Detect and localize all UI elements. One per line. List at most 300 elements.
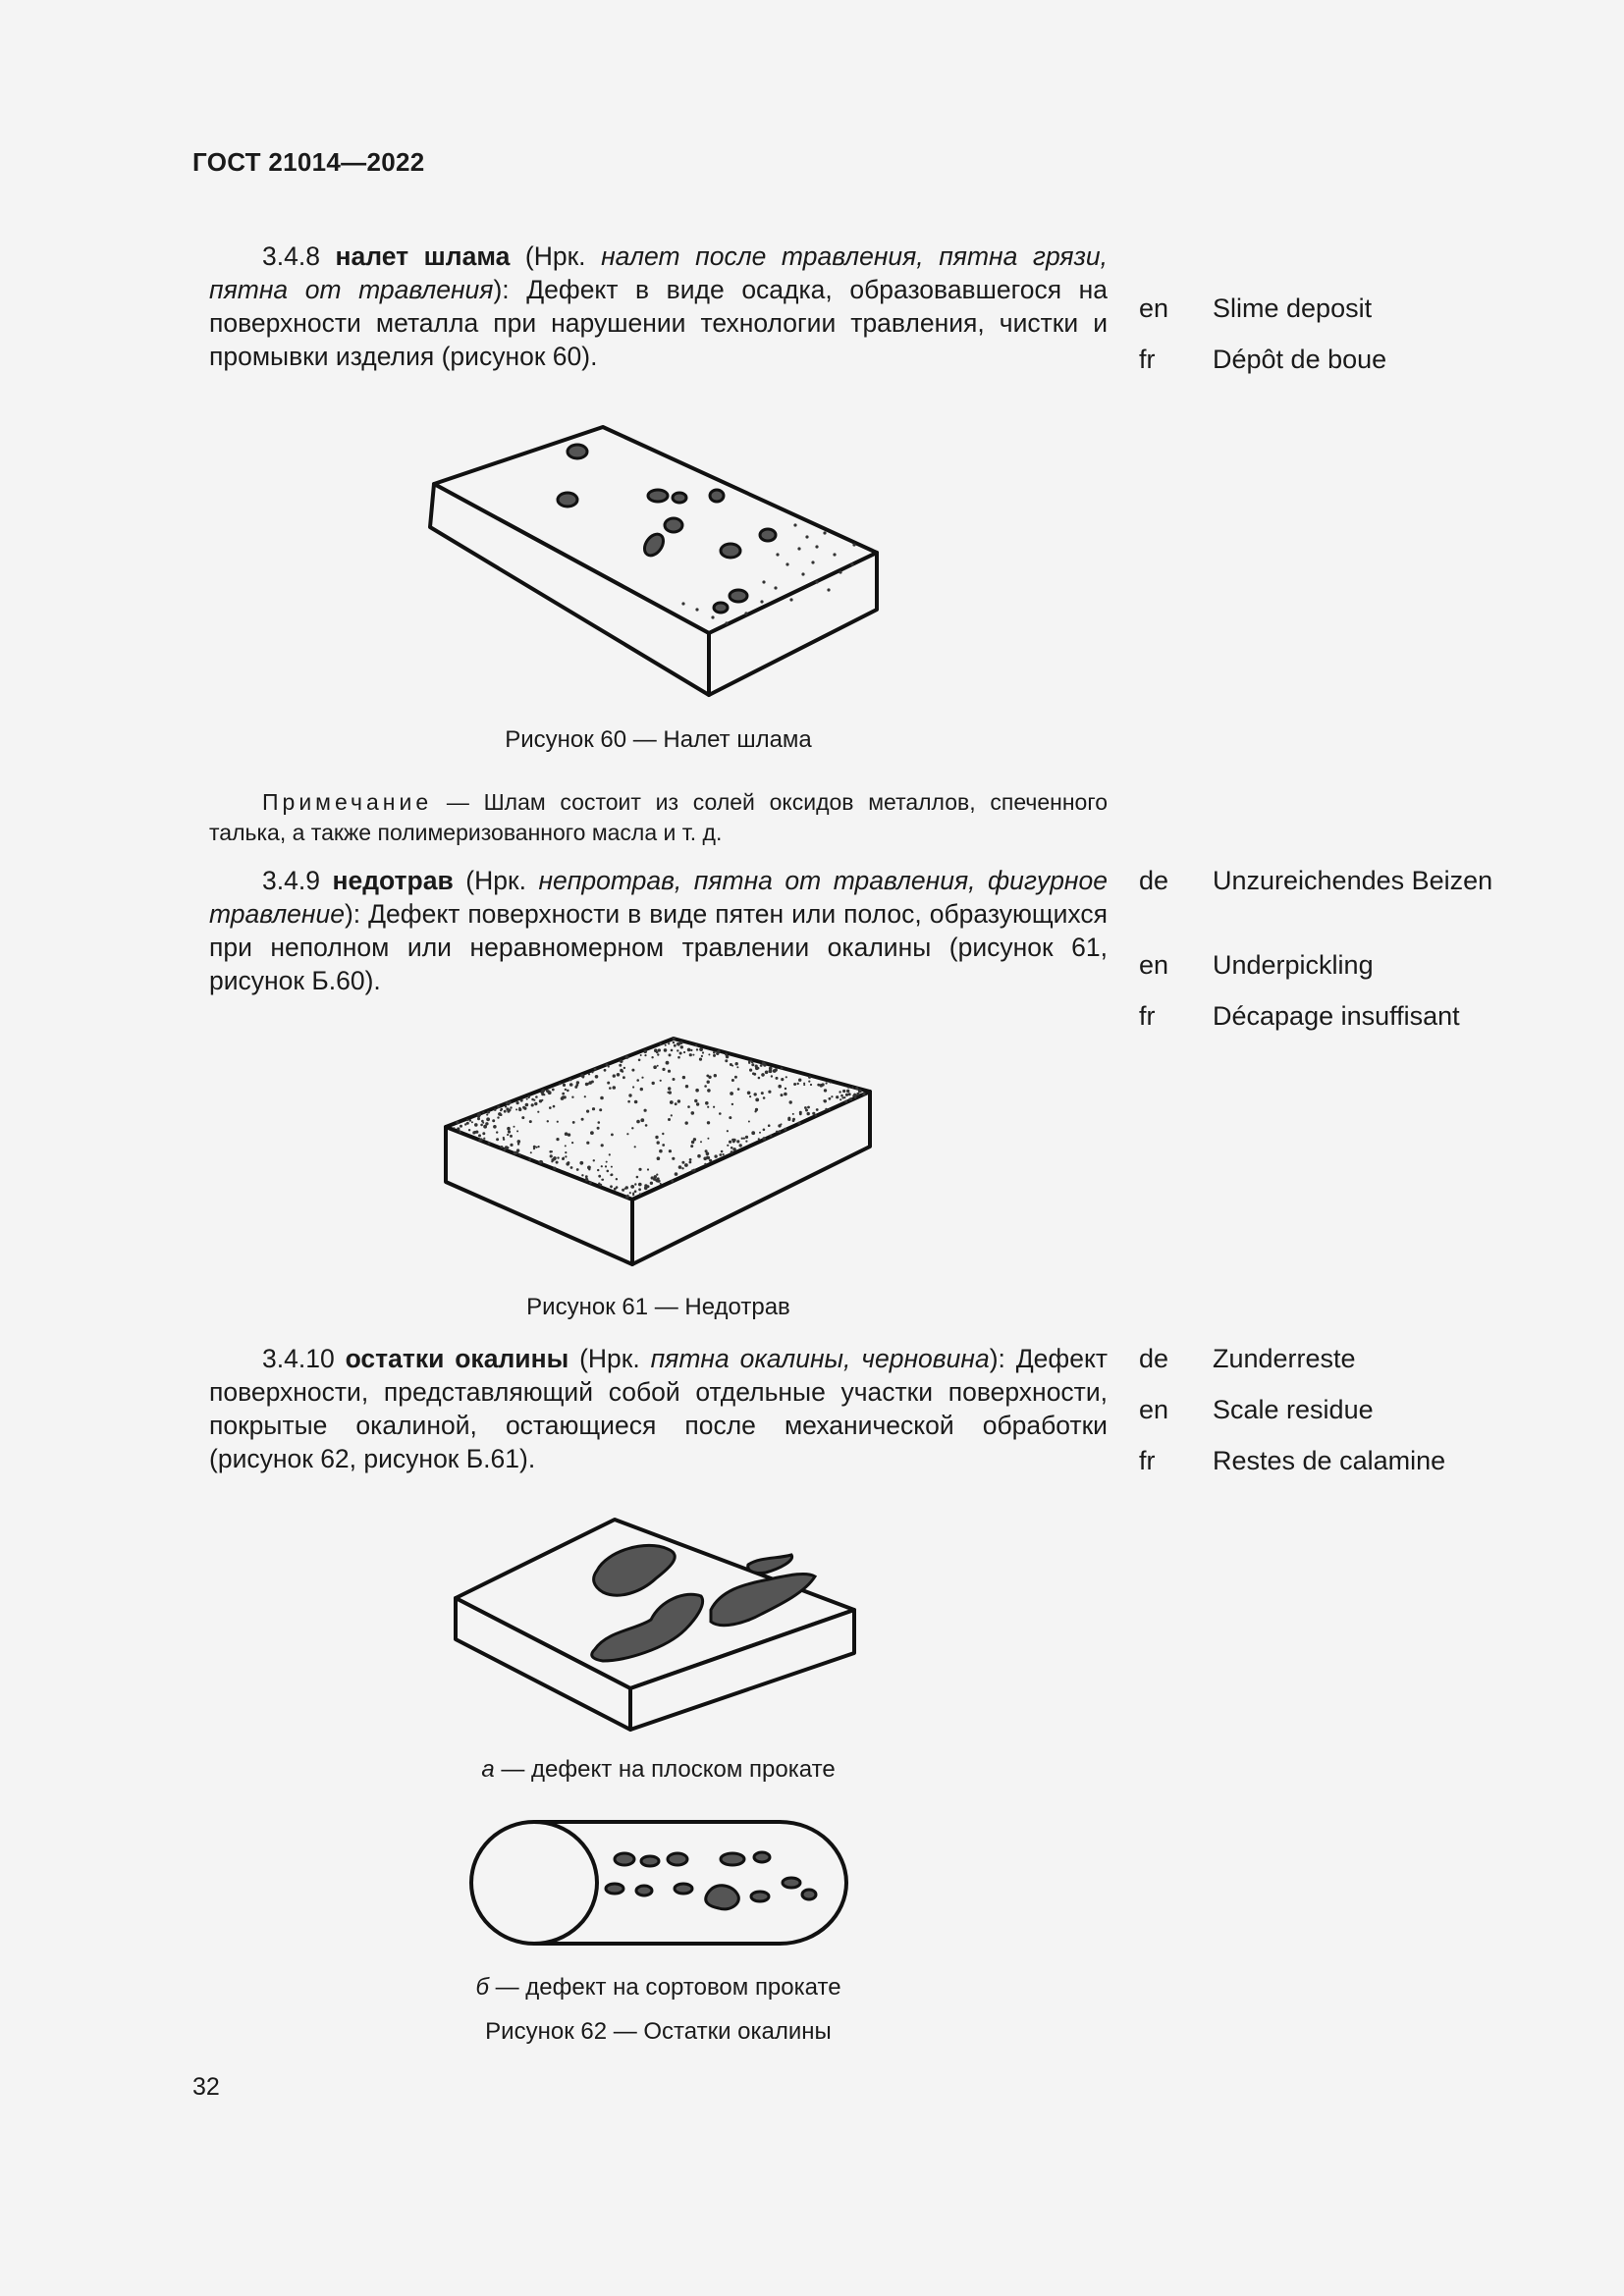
stipple-dot	[459, 1131, 460, 1133]
stipple-dot	[751, 1131, 755, 1135]
lang-term: Underpickling	[1213, 950, 1374, 980]
stipple-dot	[507, 1102, 511, 1106]
stipple-dot	[634, 1190, 637, 1193]
stipple-dot	[692, 1054, 694, 1056]
figure-62a-text: — дефект на плоском прокате	[494, 1756, 836, 1783]
stipple-dot	[773, 1069, 777, 1073]
stipple-dot	[679, 1052, 682, 1055]
stipple-dot	[771, 1075, 773, 1077]
stipple-dot	[784, 1093, 787, 1096]
stipple-dot	[610, 1185, 613, 1188]
stipple-dot	[668, 1070, 671, 1073]
stipple-dot	[803, 1084, 805, 1086]
stipple-dot	[571, 1142, 573, 1144]
stipple-dot	[565, 1151, 567, 1153]
stipple-dot	[825, 1108, 827, 1110]
stipple-dot	[565, 1089, 567, 1091]
stipple-dot	[785, 1088, 786, 1090]
stipple-dot	[677, 1049, 678, 1051]
stipple-dot	[729, 1116, 731, 1119]
stipple-dot	[565, 1132, 568, 1136]
stipple-dot	[714, 1074, 717, 1077]
stipple-dot	[466, 1119, 468, 1121]
stipple-dot	[824, 1089, 827, 1092]
stipple-dot	[699, 1058, 702, 1061]
stipple-dot	[731, 1079, 734, 1082]
stipple-dot	[850, 1098, 852, 1100]
stipple-dot	[689, 1158, 692, 1161]
stipple-dot	[657, 1065, 659, 1067]
lang-term: Restes de calamine	[1213, 1446, 1446, 1475]
stipple-dot	[609, 1087, 612, 1090]
stipple-dot	[507, 1127, 511, 1131]
stipple-dot	[570, 1166, 573, 1169]
lang-code: de	[1139, 1344, 1169, 1373]
stipple-dot	[776, 1131, 778, 1133]
stipple-dot	[610, 1174, 612, 1176]
stipple-dot	[776, 1077, 779, 1080]
lang-code: fr	[1139, 345, 1156, 374]
stipple-dot	[735, 1062, 738, 1065]
document-header: ГОСТ 21014—2022	[192, 147, 425, 177]
stipple-dot	[486, 1117, 490, 1121]
stipple-dot	[662, 1133, 664, 1135]
stipple-dot	[644, 1109, 647, 1112]
stipple-dot	[644, 1054, 646, 1056]
stipple-dot	[606, 1161, 608, 1163]
stipple-dot	[571, 1096, 573, 1098]
stipple-dot	[533, 1148, 535, 1149]
stipple-dot	[655, 1179, 658, 1182]
stipple-dot	[657, 1156, 661, 1160]
stipple-dot	[739, 1144, 742, 1147]
stipple-dot	[483, 1125, 487, 1129]
stipple-dot	[594, 1068, 597, 1071]
stipple-dot	[804, 1106, 807, 1109]
stipple-dot	[696, 1048, 698, 1050]
stipple-dot	[848, 1093, 851, 1095]
stipple-dot	[759, 1132, 761, 1134]
stipple-dot	[557, 1156, 559, 1158]
stipple-dot	[842, 1090, 845, 1093]
stipple-dot	[549, 1150, 552, 1153]
stipple-dot	[529, 1120, 532, 1123]
stipple-dot	[816, 1108, 819, 1111]
stipple-dot	[538, 1146, 540, 1148]
stipple-dot	[829, 1097, 832, 1100]
stipple-dot	[508, 1130, 511, 1133]
stipple-dot	[681, 1167, 683, 1169]
stipple-dot	[624, 1188, 626, 1190]
stipple-dot	[689, 1161, 692, 1164]
stipple-dot	[797, 1122, 800, 1125]
figure-62-caption: Рисунок 62 — Остатки окалины	[485, 2018, 832, 2045]
stipple-dot	[572, 1121, 575, 1124]
lang-term: Décapage insuffisant	[1213, 1001, 1460, 1031]
stipple-dot	[669, 1149, 672, 1152]
stipple-dot	[662, 1068, 665, 1071]
stipple-dot	[579, 1161, 583, 1165]
lang-term: Unzureichendes Beizen	[1213, 866, 1493, 895]
entry-number: 3.4.8	[262, 241, 320, 271]
stipple-dot	[660, 1183, 662, 1185]
stipple-dot	[708, 1053, 710, 1055]
stipple-dot	[778, 1124, 781, 1127]
stipple-dot	[500, 1146, 503, 1148]
stipple-dot	[713, 1054, 716, 1057]
stipple-dot	[556, 1138, 559, 1141]
stipple-dot	[565, 1155, 567, 1157]
stipple-dot	[781, 1078, 784, 1081]
stipple-dot	[755, 1098, 759, 1102]
stipple-dot	[752, 1072, 755, 1075]
stipple-dot	[769, 1069, 773, 1073]
stipple-dot	[778, 1085, 782, 1089]
stipple-dot	[713, 1051, 716, 1054]
stipple-dot	[701, 1055, 703, 1057]
stipple-dot	[736, 1066, 738, 1068]
stipple-dot	[539, 1099, 542, 1102]
stipple-dot	[858, 1090, 862, 1094]
lang-code: en	[1139, 1395, 1169, 1424]
stipple-dot	[807, 1106, 810, 1109]
entry-definition: ): Дефект в виде осадка, образовавшегося на поверхности металла при нарушении технологии травления, чистки и промывки изделия (рисунок 60).	[209, 275, 1108, 371]
stipple-dot	[478, 1113, 481, 1116]
stipple-dot	[749, 1069, 752, 1072]
stipple-dot	[781, 1094, 784, 1096]
stipple-dot	[668, 1042, 670, 1044]
stipple-dot	[707, 1081, 710, 1084]
stipple-dot	[798, 1079, 801, 1082]
stipple-dot	[643, 1050, 647, 1054]
stipple-dot	[525, 1103, 529, 1107]
stipple-dot	[696, 1102, 699, 1105]
stipple-dot	[496, 1131, 498, 1133]
stipple-dot	[820, 1084, 824, 1088]
stipple-dot	[500, 1109, 502, 1111]
stipple-dot	[851, 1087, 853, 1089]
figure-60-caption: Рисунок 60 — Налет шлама	[505, 726, 812, 753]
stipple-dot	[673, 1038, 676, 1041]
stipple-dot	[831, 1095, 833, 1097]
stipple-dot	[595, 1075, 599, 1079]
stipple-dot	[691, 1169, 693, 1171]
lang-code: fr	[1139, 1001, 1156, 1031]
stipple-dot	[553, 1167, 556, 1170]
stipple-dot	[586, 1083, 589, 1086]
stipple-dot	[640, 1054, 642, 1056]
stipple-dot	[655, 1136, 658, 1139]
stipple-dot	[763, 1129, 766, 1132]
stipple-dot	[464, 1123, 466, 1125]
stipple-dot	[726, 1055, 729, 1058]
stipple-dot	[743, 1138, 745, 1140]
stipple-dot	[550, 1154, 553, 1157]
stipple-dot	[483, 1138, 485, 1140]
stipple-dot	[658, 1048, 661, 1051]
stipple-dot	[685, 1085, 688, 1088]
stipple-dot	[797, 1083, 799, 1085]
stipple-dot	[660, 1042, 662, 1044]
stipple-dot	[666, 1061, 670, 1065]
stipple-dot	[673, 1078, 676, 1081]
stipple-dot	[515, 1108, 517, 1110]
stipple-dot	[505, 1105, 507, 1107]
stipple-dot	[533, 1099, 535, 1101]
stipple-dot	[552, 1089, 555, 1092]
stipple-dot	[478, 1134, 481, 1137]
stipple-dot	[778, 1130, 781, 1133]
stipple-dot	[702, 1051, 704, 1053]
stipple-dot	[660, 1080, 662, 1082]
stipple-dot	[589, 1181, 592, 1184]
stipple-dot	[862, 1093, 865, 1095]
stipple-dot	[695, 1089, 699, 1093]
note-label: Примечание	[262, 789, 433, 815]
stipple-dot	[787, 1117, 790, 1120]
stipple-dot	[747, 1092, 751, 1095]
stipple-dot	[497, 1116, 499, 1118]
stipple-dot	[480, 1124, 483, 1127]
stipple-dot	[736, 1140, 739, 1143]
stipple-dot	[707, 1106, 709, 1108]
stipple-dot	[855, 1087, 858, 1090]
stipple-dot	[751, 1063, 754, 1066]
stipple-dot	[707, 1138, 709, 1140]
stipple-dot	[839, 1098, 841, 1100]
stipple-dot	[518, 1107, 520, 1109]
stipple-dot	[763, 1096, 766, 1099]
stipple-dot	[507, 1147, 509, 1148]
stipple-dot	[723, 1153, 725, 1155]
stipple-dot	[793, 1083, 796, 1086]
entry-definition: ): Дефект поверхности, представляющий собой отдельные участки поверхности, покрытые окалиной, остающиеся после механической обработки (рисунок 62, рисунок Б.61).	[209, 1344, 1108, 1473]
stipple-dot	[847, 1087, 849, 1089]
stipple-dot	[685, 1121, 688, 1124]
stipple-dot	[677, 1099, 680, 1102]
stipple-dot	[638, 1183, 642, 1187]
stipple-dot	[758, 1077, 761, 1080]
stipple-dot	[482, 1132, 485, 1135]
stipple-dot	[585, 1178, 589, 1182]
stipple-dot	[479, 1138, 482, 1141]
stipple-dot	[562, 1093, 565, 1095]
stipple-dot	[741, 1138, 743, 1140]
stipple-dot	[493, 1125, 497, 1129]
entry-pre: (Нрк.	[568, 1344, 651, 1373]
stipple-dot	[620, 1069, 623, 1072]
stipple-dot	[647, 1168, 649, 1170]
entry-3-4-8	[209, 240, 1108, 373]
stipple-dot	[600, 1096, 604, 1100]
stipple-dot	[607, 1170, 610, 1173]
stipple-dot	[731, 1150, 733, 1153]
stipple-dot	[592, 1107, 595, 1110]
stipple-dot	[749, 1095, 751, 1097]
figure-62b-text: — дефект на сортовом прокате	[488, 1974, 841, 2001]
stipple-dot	[613, 1086, 617, 1090]
entry-term: остатки окалины	[345, 1344, 569, 1373]
stipple-dot	[509, 1109, 512, 1112]
stipple-dot	[852, 1095, 854, 1096]
lang-term: Zunderreste	[1213, 1344, 1356, 1373]
stipple-dot	[673, 1041, 675, 1043]
stipple-dot	[719, 1153, 722, 1156]
lang-code: en	[1139, 294, 1169, 323]
stipple-dot	[708, 1076, 711, 1079]
stipple-dot	[598, 1175, 601, 1178]
stipple-dot	[566, 1162, 569, 1166]
stipple-dot	[565, 1145, 567, 1147]
page-number: 32	[192, 2073, 220, 2101]
stipple-dot	[647, 1185, 650, 1188]
note	[209, 787, 1108, 848]
entry-pre: (Нрк.	[453, 866, 539, 895]
stipple-dot	[792, 1113, 794, 1115]
stipple-dot	[634, 1100, 638, 1104]
stipple-dot	[705, 1101, 709, 1105]
stipple-dot	[691, 1111, 695, 1115]
stipple-dot	[528, 1096, 530, 1098]
stipple-dot	[536, 1147, 538, 1148]
stipple-dot	[551, 1158, 554, 1161]
stipple-dot	[616, 1186, 619, 1189]
stipple-dot	[687, 1105, 690, 1108]
stipple-dot	[841, 1096, 843, 1098]
stipple-dot	[760, 1064, 763, 1067]
stipple-dot	[700, 1141, 702, 1143]
stipple-dot	[668, 1118, 671, 1121]
stipple-dot	[719, 1112, 722, 1115]
stipple-dot	[745, 1136, 748, 1139]
lang-term: Slime deposit	[1213, 294, 1373, 323]
stipple-dot	[845, 1094, 848, 1096]
stipple-dot	[799, 1111, 802, 1114]
entry-synonyms: налет после травления, пятна грязи, пятна от травления	[209, 241, 1108, 304]
stipple-dot	[597, 1169, 599, 1171]
stipple-dot	[514, 1126, 515, 1128]
entry-term: недотрав	[332, 866, 454, 895]
entry-number: 3.4.9	[262, 866, 320, 895]
stipple-dot	[557, 1121, 559, 1123]
stipple-dot	[576, 1081, 579, 1084]
stipple-dot	[516, 1101, 519, 1104]
stipple-dot	[705, 1149, 708, 1152]
stipple-dot	[601, 1165, 603, 1167]
figure-62b-caption	[209, 1974, 1108, 2002]
stipple-dot	[510, 1135, 513, 1138]
stipple-dot	[758, 1138, 760, 1140]
figure-61-caption: Рисунок 61 — Недотрав	[526, 1294, 790, 1320]
stipple-dot	[823, 1099, 825, 1101]
stipple-dot	[593, 1159, 595, 1161]
stipple-dot	[840, 1095, 843, 1097]
stipple-dot	[671, 1049, 674, 1052]
stipple-dot	[456, 1121, 459, 1124]
stipple-dot	[531, 1103, 534, 1106]
stipple-dot	[632, 1086, 634, 1088]
stipple-dot	[520, 1099, 523, 1102]
stipple-dot	[623, 1076, 625, 1079]
stipple-dot	[651, 1056, 653, 1058]
stipple-dot	[472, 1131, 475, 1134]
stipple-dot	[631, 1069, 634, 1072]
stipple-dot	[761, 1092, 764, 1095]
stipple-dot	[729, 1141, 731, 1144]
stipple-dot	[690, 1049, 692, 1051]
stipple-dot	[839, 1091, 840, 1093]
stipple-dot	[656, 1174, 658, 1176]
stipple-dot	[487, 1111, 490, 1114]
stipple-dot	[808, 1081, 810, 1083]
stipple-dot	[609, 1153, 611, 1155]
stipple-dot	[751, 1061, 753, 1063]
stipple-dot	[589, 1166, 591, 1168]
stipple-dot	[535, 1095, 538, 1098]
stipple-dot	[575, 1084, 578, 1087]
stipple-dot	[792, 1118, 795, 1121]
figure-62a-letter: а	[481, 1756, 495, 1783]
stipple-dot	[765, 1071, 769, 1075]
stipple-dot	[704, 1163, 706, 1165]
stipple-dot	[682, 1076, 685, 1079]
stipple-dot	[651, 1176, 654, 1179]
stipple-dot	[763, 1137, 767, 1141]
stipple-dot	[585, 1175, 588, 1178]
stipple-dot	[694, 1099, 697, 1102]
stipple-dot	[542, 1089, 545, 1092]
stipple-dot	[781, 1067, 784, 1070]
stipple-dot	[654, 1048, 658, 1052]
stipple-dot	[496, 1138, 499, 1141]
stipple-dot	[674, 1044, 677, 1047]
stipple-dot	[731, 1065, 733, 1067]
stipple-dot	[638, 1059, 641, 1062]
stipple-dot	[497, 1105, 500, 1108]
figure-60-slime-deposit	[422, 417, 893, 702]
stipple-dot	[755, 1067, 759, 1071]
stipple-dot	[605, 1165, 607, 1167]
stipple-dot	[601, 1144, 604, 1147]
stipple-dot	[622, 1189, 624, 1192]
stipple-dot	[563, 1084, 566, 1087]
stipple-dot	[672, 1157, 675, 1160]
stipple-dot	[518, 1153, 520, 1155]
stipple-dot	[625, 1055, 629, 1059]
stipple-dot	[699, 1047, 703, 1051]
stipple-dot	[784, 1128, 786, 1131]
stipple-dot	[693, 1138, 696, 1141]
stipple-dot	[732, 1139, 735, 1142]
stipple-dot	[528, 1158, 531, 1161]
stipple-dot	[721, 1150, 724, 1153]
stipple-dot	[846, 1090, 849, 1093]
stipple-dot	[836, 1095, 839, 1098]
stipple-dot	[809, 1076, 812, 1079]
stipple-dot	[707, 1089, 711, 1093]
stipple-dot	[539, 1160, 543, 1164]
stipple-dot	[581, 1118, 584, 1121]
entry-pre: (Нрк.	[510, 241, 602, 271]
entry-synonyms: пятна окалины, черновина	[650, 1344, 990, 1373]
stipple-dot	[559, 1083, 561, 1085]
entry-term: налет шлама	[335, 241, 511, 271]
stipple-dot	[638, 1188, 641, 1191]
stipple-dot	[561, 1096, 565, 1100]
stipple-dot	[807, 1112, 810, 1115]
stipple-dot	[768, 1124, 771, 1127]
entry-synonyms: непротрав, пятна от травления, фигурное травление	[209, 866, 1108, 929]
